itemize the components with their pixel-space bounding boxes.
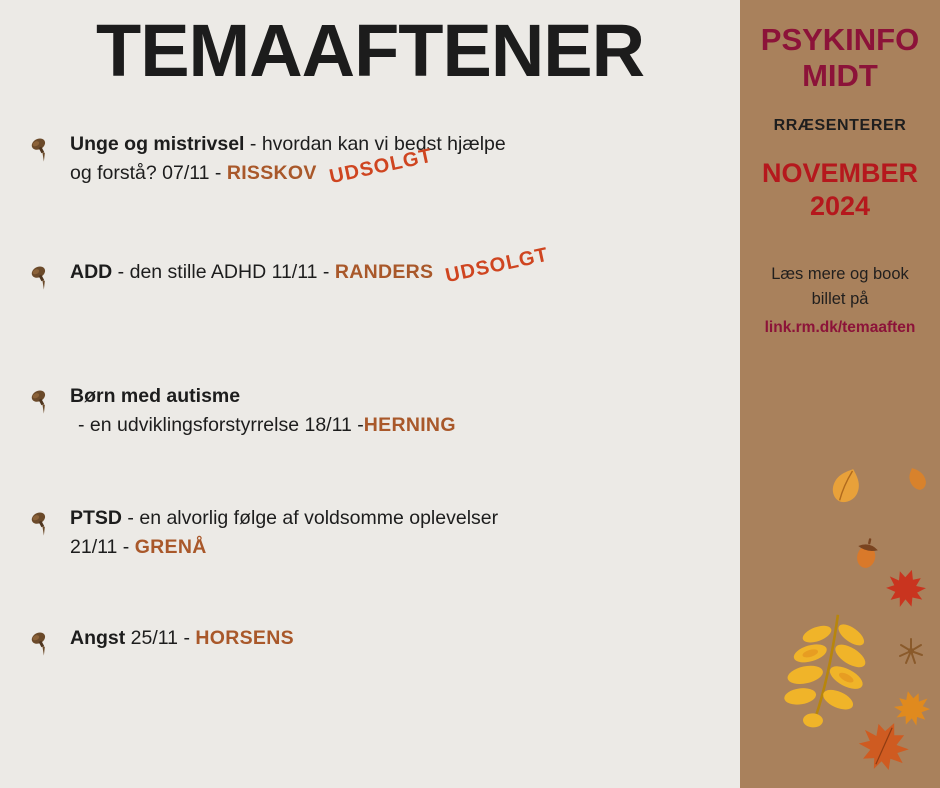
list-item: [0, 130, 740, 192]
event-title: PTSD: [70, 507, 123, 529]
event-city: GRENÅ: [134, 535, 207, 558]
event-title: Angst: [70, 627, 126, 649]
status-badge: UDSOLGT: [327, 144, 435, 188]
list-item: [0, 382, 740, 444]
event-dash: -: [244, 133, 262, 155]
presents-label: RRÆSENTERER: [773, 117, 907, 135]
event-description-1: den stille ADHD 11/11 -: [129, 261, 335, 283]
maple-leaf-icon: [892, 688, 932, 733]
event-description-1: 25/11 -: [130, 627, 196, 649]
event-text: [70, 624, 690, 653]
sidebar: [740, 0, 940, 788]
event-title: ADD: [70, 261, 113, 283]
event-description-1: en alvorlig følge af voldsomme oplevelser: [139, 507, 499, 529]
event-text: [70, 504, 690, 562]
readmore-line-1: Læs mere og book: [771, 265, 909, 284]
leaf-icon: [826, 466, 868, 511]
event-text: [70, 130, 690, 188]
event-text: [70, 382, 690, 440]
event-city: RANDERS: [334, 261, 434, 283]
list-item: [0, 504, 740, 566]
pushpin-icon: [26, 628, 56, 658]
event-text: [70, 243, 690, 288]
acorn-icon: [852, 536, 882, 575]
event-description-2: - en udviklingsforstyrrelse 18/11 -: [78, 413, 364, 436]
leaf-icon: [906, 466, 928, 497]
list-item: [0, 243, 740, 320]
pushpin-icon: [26, 386, 56, 416]
event-title: Børn med autisme: [70, 385, 241, 407]
brand-line-2: MIDT: [802, 57, 878, 93]
star-anise-icon: [896, 636, 926, 671]
readmore-line-2: billet på: [811, 289, 869, 308]
event-title: Unge og mistrivsel: [70, 133, 245, 155]
leaf-icon: [856, 718, 912, 779]
event-description-2: 21/11 -: [70, 535, 135, 558]
event-city: HERNING: [363, 413, 456, 436]
list-item: [0, 624, 740, 686]
event-list: [0, 130, 740, 686]
month-label: NOVEMBER: [761, 158, 918, 189]
event-description-2: og forstå? 07/11 -: [70, 161, 227, 184]
booking-link[interactable]: link.rm.dk/temaaften: [764, 318, 916, 336]
event-description-1: hvordan kan vi bedst hjælpe: [261, 133, 506, 155]
event-dash: -: [112, 261, 130, 283]
brand-line-1: PSYKINFO: [760, 22, 920, 57]
event-dash: -: [122, 507, 140, 529]
maple-leaf-icon: [884, 566, 928, 615]
rowan-leaf-icon: [768, 608, 888, 739]
year-label: 2024: [809, 190, 871, 221]
pushpin-icon: [26, 508, 56, 538]
brand-name: [740, 22, 940, 93]
readmore-text: [740, 262, 940, 339]
event-city: HORSENS: [195, 627, 294, 649]
status-badge: UDSOLGT: [443, 243, 551, 288]
sidebar-content: [740, 0, 940, 339]
event-city: RISSKOV: [226, 161, 317, 184]
page-title: TEMAAFTENER: [96, 9, 645, 92]
pushpin-icon: [26, 134, 56, 164]
pushpin-icon: [26, 262, 56, 292]
